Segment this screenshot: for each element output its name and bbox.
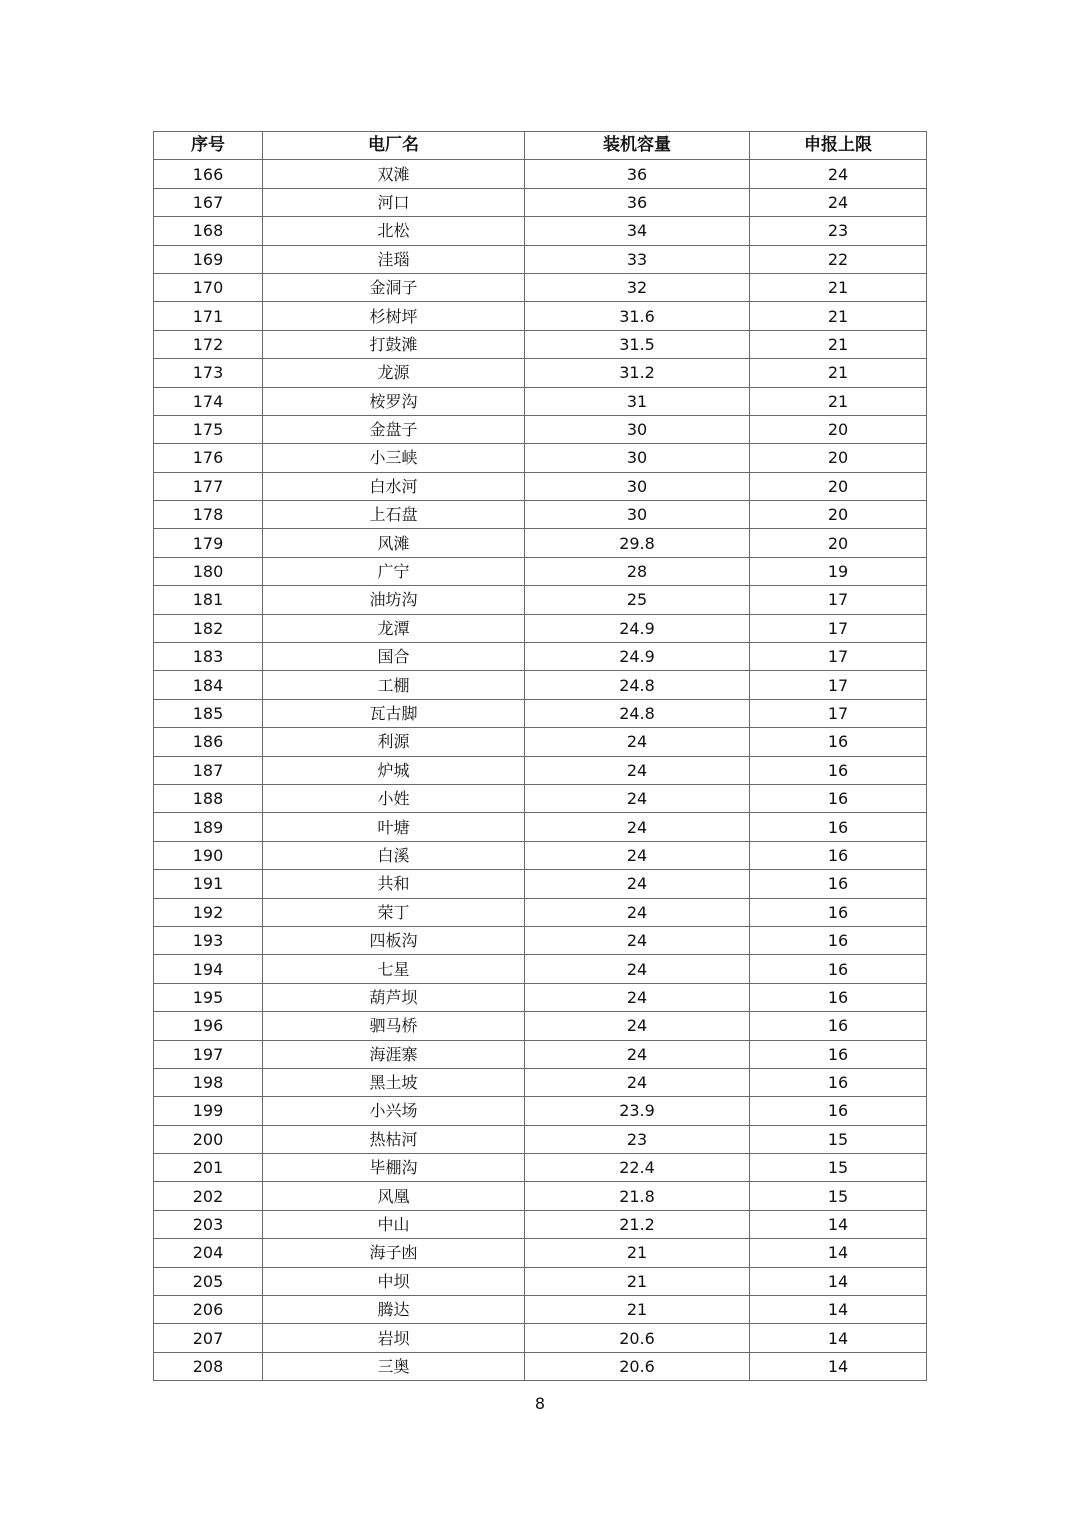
cell-plant-name: 热枯河 bbox=[263, 1125, 525, 1153]
cell-installed-capacity: 24.8 bbox=[525, 699, 750, 727]
cell-serial-number: 179 bbox=[154, 529, 263, 557]
cell-serial-number: 174 bbox=[154, 387, 263, 415]
cell-declared-upper-limit: 14 bbox=[750, 1296, 927, 1324]
header-row bbox=[154, 132, 927, 160]
cell-declared-upper-limit: 14 bbox=[750, 1324, 927, 1352]
cell-declared-upper-limit: 16 bbox=[750, 813, 927, 841]
cell-declared-upper-limit: 14 bbox=[750, 1239, 927, 1267]
cell-plant-name: 驷马桥 bbox=[263, 1012, 525, 1040]
table-body bbox=[154, 160, 927, 1381]
power-plant-table bbox=[153, 131, 927, 1381]
cell-serial-number: 191 bbox=[154, 870, 263, 898]
cell-installed-capacity: 30 bbox=[525, 472, 750, 500]
cell-plant-name: 七星 bbox=[263, 955, 525, 983]
table-row bbox=[154, 188, 927, 216]
header-plant-name: 电厂名 bbox=[263, 132, 525, 160]
table-row bbox=[154, 784, 927, 812]
cell-serial-number: 182 bbox=[154, 614, 263, 642]
cell-plant-name: 中山 bbox=[263, 1210, 525, 1238]
cell-serial-number: 198 bbox=[154, 1068, 263, 1096]
cell-plant-name: 腾达 bbox=[263, 1296, 525, 1324]
cell-plant-name: 荣丁 bbox=[263, 898, 525, 926]
cell-declared-upper-limit: 16 bbox=[750, 1097, 927, 1125]
cell-installed-capacity: 33 bbox=[525, 245, 750, 273]
cell-serial-number: 178 bbox=[154, 501, 263, 529]
table-row bbox=[154, 983, 927, 1011]
cell-plant-name: 共和 bbox=[263, 870, 525, 898]
cell-installed-capacity: 24 bbox=[525, 728, 750, 756]
cell-serial-number: 206 bbox=[154, 1296, 263, 1324]
cell-declared-upper-limit: 21 bbox=[750, 387, 927, 415]
cell-installed-capacity: 21.2 bbox=[525, 1210, 750, 1238]
page-number: 8 bbox=[534, 1394, 546, 1413]
cell-plant-name: 广宁 bbox=[263, 557, 525, 585]
cell-declared-upper-limit: 20 bbox=[750, 472, 927, 500]
table-row bbox=[154, 302, 927, 330]
cell-serial-number: 176 bbox=[154, 444, 263, 472]
cell-installed-capacity: 36 bbox=[525, 188, 750, 216]
cell-installed-capacity: 24 bbox=[525, 1068, 750, 1096]
cell-serial-number: 207 bbox=[154, 1324, 263, 1352]
cell-installed-capacity: 31.5 bbox=[525, 330, 750, 358]
cell-serial-number: 189 bbox=[154, 813, 263, 841]
cell-declared-upper-limit: 22 bbox=[750, 245, 927, 273]
table-row bbox=[154, 1352, 927, 1380]
cell-serial-number: 180 bbox=[154, 557, 263, 585]
cell-plant-name: 毕棚沟 bbox=[263, 1154, 525, 1182]
cell-installed-capacity: 21 bbox=[525, 1239, 750, 1267]
cell-serial-number: 204 bbox=[154, 1239, 263, 1267]
table-row bbox=[154, 1040, 927, 1068]
cell-installed-capacity: 24.9 bbox=[525, 643, 750, 671]
cell-plant-name: 油坊沟 bbox=[263, 586, 525, 614]
table-row bbox=[154, 926, 927, 954]
cell-installed-capacity: 24 bbox=[525, 841, 750, 869]
table-row bbox=[154, 1267, 927, 1295]
cell-plant-name: 利源 bbox=[263, 728, 525, 756]
cell-serial-number: 172 bbox=[154, 330, 263, 358]
cell-serial-number: 185 bbox=[154, 699, 263, 727]
cell-installed-capacity: 31.2 bbox=[525, 359, 750, 387]
cell-declared-upper-limit: 21 bbox=[750, 330, 927, 358]
cell-declared-upper-limit: 20 bbox=[750, 415, 927, 443]
cell-declared-upper-limit: 16 bbox=[750, 898, 927, 926]
table-row bbox=[154, 273, 927, 301]
cell-plant-name: 海子凼 bbox=[263, 1239, 525, 1267]
cell-installed-capacity: 24 bbox=[525, 1040, 750, 1068]
cell-installed-capacity: 24 bbox=[525, 784, 750, 812]
cell-plant-name: 金盘子 bbox=[263, 415, 525, 443]
cell-installed-capacity: 24 bbox=[525, 926, 750, 954]
table-row bbox=[154, 1154, 927, 1182]
table-row bbox=[154, 586, 927, 614]
cell-installed-capacity: 30 bbox=[525, 444, 750, 472]
cell-serial-number: 192 bbox=[154, 898, 263, 926]
table-row bbox=[154, 898, 927, 926]
cell-installed-capacity: 24 bbox=[525, 1012, 750, 1040]
table-row bbox=[154, 501, 927, 529]
cell-installed-capacity: 30 bbox=[525, 501, 750, 529]
cell-installed-capacity: 24.9 bbox=[525, 614, 750, 642]
cell-serial-number: 175 bbox=[154, 415, 263, 443]
cell-plant-name: 工棚 bbox=[263, 671, 525, 699]
table-row bbox=[154, 841, 927, 869]
cell-installed-capacity: 21 bbox=[525, 1296, 750, 1324]
cell-installed-capacity: 21.8 bbox=[525, 1182, 750, 1210]
cell-declared-upper-limit: 16 bbox=[750, 756, 927, 784]
cell-serial-number: 208 bbox=[154, 1352, 263, 1380]
cell-declared-upper-limit: 15 bbox=[750, 1182, 927, 1210]
cell-declared-upper-limit: 16 bbox=[750, 728, 927, 756]
table-row bbox=[154, 359, 927, 387]
cell-serial-number: 196 bbox=[154, 1012, 263, 1040]
table-row bbox=[154, 1182, 927, 1210]
cell-serial-number: 171 bbox=[154, 302, 263, 330]
table-row bbox=[154, 217, 927, 245]
table-row bbox=[154, 870, 927, 898]
table-row bbox=[154, 756, 927, 784]
table-row bbox=[154, 245, 927, 273]
cell-plant-name: 炉城 bbox=[263, 756, 525, 784]
header-installed-capacity: 装机容量 bbox=[525, 132, 750, 160]
cell-plant-name: 双滩 bbox=[263, 160, 525, 188]
cell-installed-capacity: 20.6 bbox=[525, 1324, 750, 1352]
cell-declared-upper-limit: 16 bbox=[750, 926, 927, 954]
cell-installed-capacity: 24 bbox=[525, 756, 750, 784]
cell-installed-capacity: 24 bbox=[525, 898, 750, 926]
table-header bbox=[154, 132, 927, 160]
cell-installed-capacity: 20.6 bbox=[525, 1352, 750, 1380]
cell-serial-number: 199 bbox=[154, 1097, 263, 1125]
cell-installed-capacity: 31 bbox=[525, 387, 750, 415]
table-row bbox=[154, 1097, 927, 1125]
table-row bbox=[154, 1324, 927, 1352]
cell-installed-capacity: 22.4 bbox=[525, 1154, 750, 1182]
cell-plant-name: 小兴场 bbox=[263, 1097, 525, 1125]
cell-plant-name: 打鼓滩 bbox=[263, 330, 525, 358]
cell-declared-upper-limit: 17 bbox=[750, 671, 927, 699]
cell-plant-name: 白溪 bbox=[263, 841, 525, 869]
table-row bbox=[154, 1125, 927, 1153]
cell-serial-number: 183 bbox=[154, 643, 263, 671]
cell-declared-upper-limit: 14 bbox=[750, 1267, 927, 1295]
cell-declared-upper-limit: 23 bbox=[750, 217, 927, 245]
cell-declared-upper-limit: 17 bbox=[750, 586, 927, 614]
cell-declared-upper-limit: 15 bbox=[750, 1154, 927, 1182]
cell-plant-name: 白水河 bbox=[263, 472, 525, 500]
cell-installed-capacity: 25 bbox=[525, 586, 750, 614]
cell-plant-name: 桉罗沟 bbox=[263, 387, 525, 415]
cell-plant-name: 中坝 bbox=[263, 1267, 525, 1295]
cell-installed-capacity: 36 bbox=[525, 160, 750, 188]
cell-declared-upper-limit: 16 bbox=[750, 841, 927, 869]
cell-serial-number: 181 bbox=[154, 586, 263, 614]
table-row bbox=[154, 529, 927, 557]
cell-declared-upper-limit: 16 bbox=[750, 1068, 927, 1096]
cell-plant-name: 风凰 bbox=[263, 1182, 525, 1210]
cell-serial-number: 170 bbox=[154, 273, 263, 301]
cell-plant-name: 龙源 bbox=[263, 359, 525, 387]
cell-plant-name: 杉树坪 bbox=[263, 302, 525, 330]
cell-declared-upper-limit: 14 bbox=[750, 1352, 927, 1380]
cell-plant-name: 瓦古脚 bbox=[263, 699, 525, 727]
cell-installed-capacity: 24 bbox=[525, 955, 750, 983]
cell-serial-number: 194 bbox=[154, 955, 263, 983]
cell-serial-number: 187 bbox=[154, 756, 263, 784]
cell-declared-upper-limit: 21 bbox=[750, 273, 927, 301]
cell-plant-name: 北松 bbox=[263, 217, 525, 245]
cell-plant-name: 国合 bbox=[263, 643, 525, 671]
cell-declared-upper-limit: 16 bbox=[750, 784, 927, 812]
cell-serial-number: 168 bbox=[154, 217, 263, 245]
cell-serial-number: 177 bbox=[154, 472, 263, 500]
cell-declared-upper-limit: 24 bbox=[750, 188, 927, 216]
cell-plant-name: 上石盘 bbox=[263, 501, 525, 529]
cell-serial-number: 201 bbox=[154, 1154, 263, 1182]
cell-serial-number: 190 bbox=[154, 841, 263, 869]
cell-serial-number: 184 bbox=[154, 671, 263, 699]
cell-plant-name: 海涯寨 bbox=[263, 1040, 525, 1068]
table-row bbox=[154, 160, 927, 188]
cell-declared-upper-limit: 14 bbox=[750, 1210, 927, 1238]
cell-plant-name: 洼瑙 bbox=[263, 245, 525, 273]
cell-declared-upper-limit: 16 bbox=[750, 955, 927, 983]
cell-declared-upper-limit: 20 bbox=[750, 444, 927, 472]
cell-declared-upper-limit: 17 bbox=[750, 699, 927, 727]
cell-installed-capacity: 23 bbox=[525, 1125, 750, 1153]
cell-declared-upper-limit: 15 bbox=[750, 1125, 927, 1153]
cell-plant-name: 小姓 bbox=[263, 784, 525, 812]
table-row bbox=[154, 557, 927, 585]
cell-installed-capacity: 21 bbox=[525, 1267, 750, 1295]
table-row bbox=[154, 813, 927, 841]
cell-installed-capacity: 34 bbox=[525, 217, 750, 245]
cell-serial-number: 167 bbox=[154, 188, 263, 216]
cell-serial-number: 173 bbox=[154, 359, 263, 387]
cell-plant-name: 三奥 bbox=[263, 1352, 525, 1380]
cell-declared-upper-limit: 16 bbox=[750, 1012, 927, 1040]
table-row bbox=[154, 1068, 927, 1096]
cell-declared-upper-limit: 19 bbox=[750, 557, 927, 585]
table-row bbox=[154, 387, 927, 415]
cell-installed-capacity: 24 bbox=[525, 983, 750, 1011]
cell-serial-number: 203 bbox=[154, 1210, 263, 1238]
cell-declared-upper-limit: 24 bbox=[750, 160, 927, 188]
table-row bbox=[154, 1296, 927, 1324]
cell-serial-number: 186 bbox=[154, 728, 263, 756]
cell-serial-number: 166 bbox=[154, 160, 263, 188]
cell-declared-upper-limit: 17 bbox=[750, 643, 927, 671]
cell-installed-capacity: 30 bbox=[525, 415, 750, 443]
cell-serial-number: 205 bbox=[154, 1267, 263, 1295]
cell-installed-capacity: 23.9 bbox=[525, 1097, 750, 1125]
cell-installed-capacity: 24 bbox=[525, 813, 750, 841]
cell-declared-upper-limit: 20 bbox=[750, 501, 927, 529]
cell-plant-name: 风滩 bbox=[263, 529, 525, 557]
cell-declared-upper-limit: 17 bbox=[750, 614, 927, 642]
table-row bbox=[154, 1012, 927, 1040]
table-row bbox=[154, 1210, 927, 1238]
table-row bbox=[154, 614, 927, 642]
cell-declared-upper-limit: 20 bbox=[750, 529, 927, 557]
cell-serial-number: 202 bbox=[154, 1182, 263, 1210]
cell-plant-name: 龙潭 bbox=[263, 614, 525, 642]
cell-plant-name: 小三峡 bbox=[263, 444, 525, 472]
cell-declared-upper-limit: 21 bbox=[750, 359, 927, 387]
cell-installed-capacity: 31.6 bbox=[525, 302, 750, 330]
cell-plant-name: 四板沟 bbox=[263, 926, 525, 954]
header-serial-number: 序号 bbox=[154, 132, 263, 160]
cell-installed-capacity: 24 bbox=[525, 870, 750, 898]
cell-serial-number: 195 bbox=[154, 983, 263, 1011]
cell-plant-name: 河口 bbox=[263, 188, 525, 216]
table-row bbox=[154, 671, 927, 699]
table-row bbox=[154, 728, 927, 756]
cell-plant-name: 金洞子 bbox=[263, 273, 525, 301]
cell-installed-capacity: 24.8 bbox=[525, 671, 750, 699]
table-row bbox=[154, 699, 927, 727]
table-row bbox=[154, 415, 927, 443]
table-row bbox=[154, 472, 927, 500]
cell-plant-name: 葫芦坝 bbox=[263, 983, 525, 1011]
cell-plant-name: 叶塘 bbox=[263, 813, 525, 841]
cell-serial-number: 193 bbox=[154, 926, 263, 954]
table-row bbox=[154, 643, 927, 671]
cell-declared-upper-limit: 16 bbox=[750, 870, 927, 898]
cell-installed-capacity: 32 bbox=[525, 273, 750, 301]
header-declared-upper-limit: 申报上限 bbox=[750, 132, 927, 160]
table-row bbox=[154, 1239, 927, 1267]
cell-declared-upper-limit: 16 bbox=[750, 983, 927, 1011]
cell-plant-name: 岩坝 bbox=[263, 1324, 525, 1352]
cell-serial-number: 197 bbox=[154, 1040, 263, 1068]
table-row bbox=[154, 444, 927, 472]
cell-serial-number: 188 bbox=[154, 784, 263, 812]
table-row bbox=[154, 955, 927, 983]
cell-plant-name: 黑土坡 bbox=[263, 1068, 525, 1096]
cell-serial-number: 200 bbox=[154, 1125, 263, 1153]
cell-installed-capacity: 29.8 bbox=[525, 529, 750, 557]
cell-serial-number: 169 bbox=[154, 245, 263, 273]
cell-installed-capacity: 28 bbox=[525, 557, 750, 585]
cell-declared-upper-limit: 21 bbox=[750, 302, 927, 330]
cell-declared-upper-limit: 16 bbox=[750, 1040, 927, 1068]
table-row bbox=[154, 330, 927, 358]
